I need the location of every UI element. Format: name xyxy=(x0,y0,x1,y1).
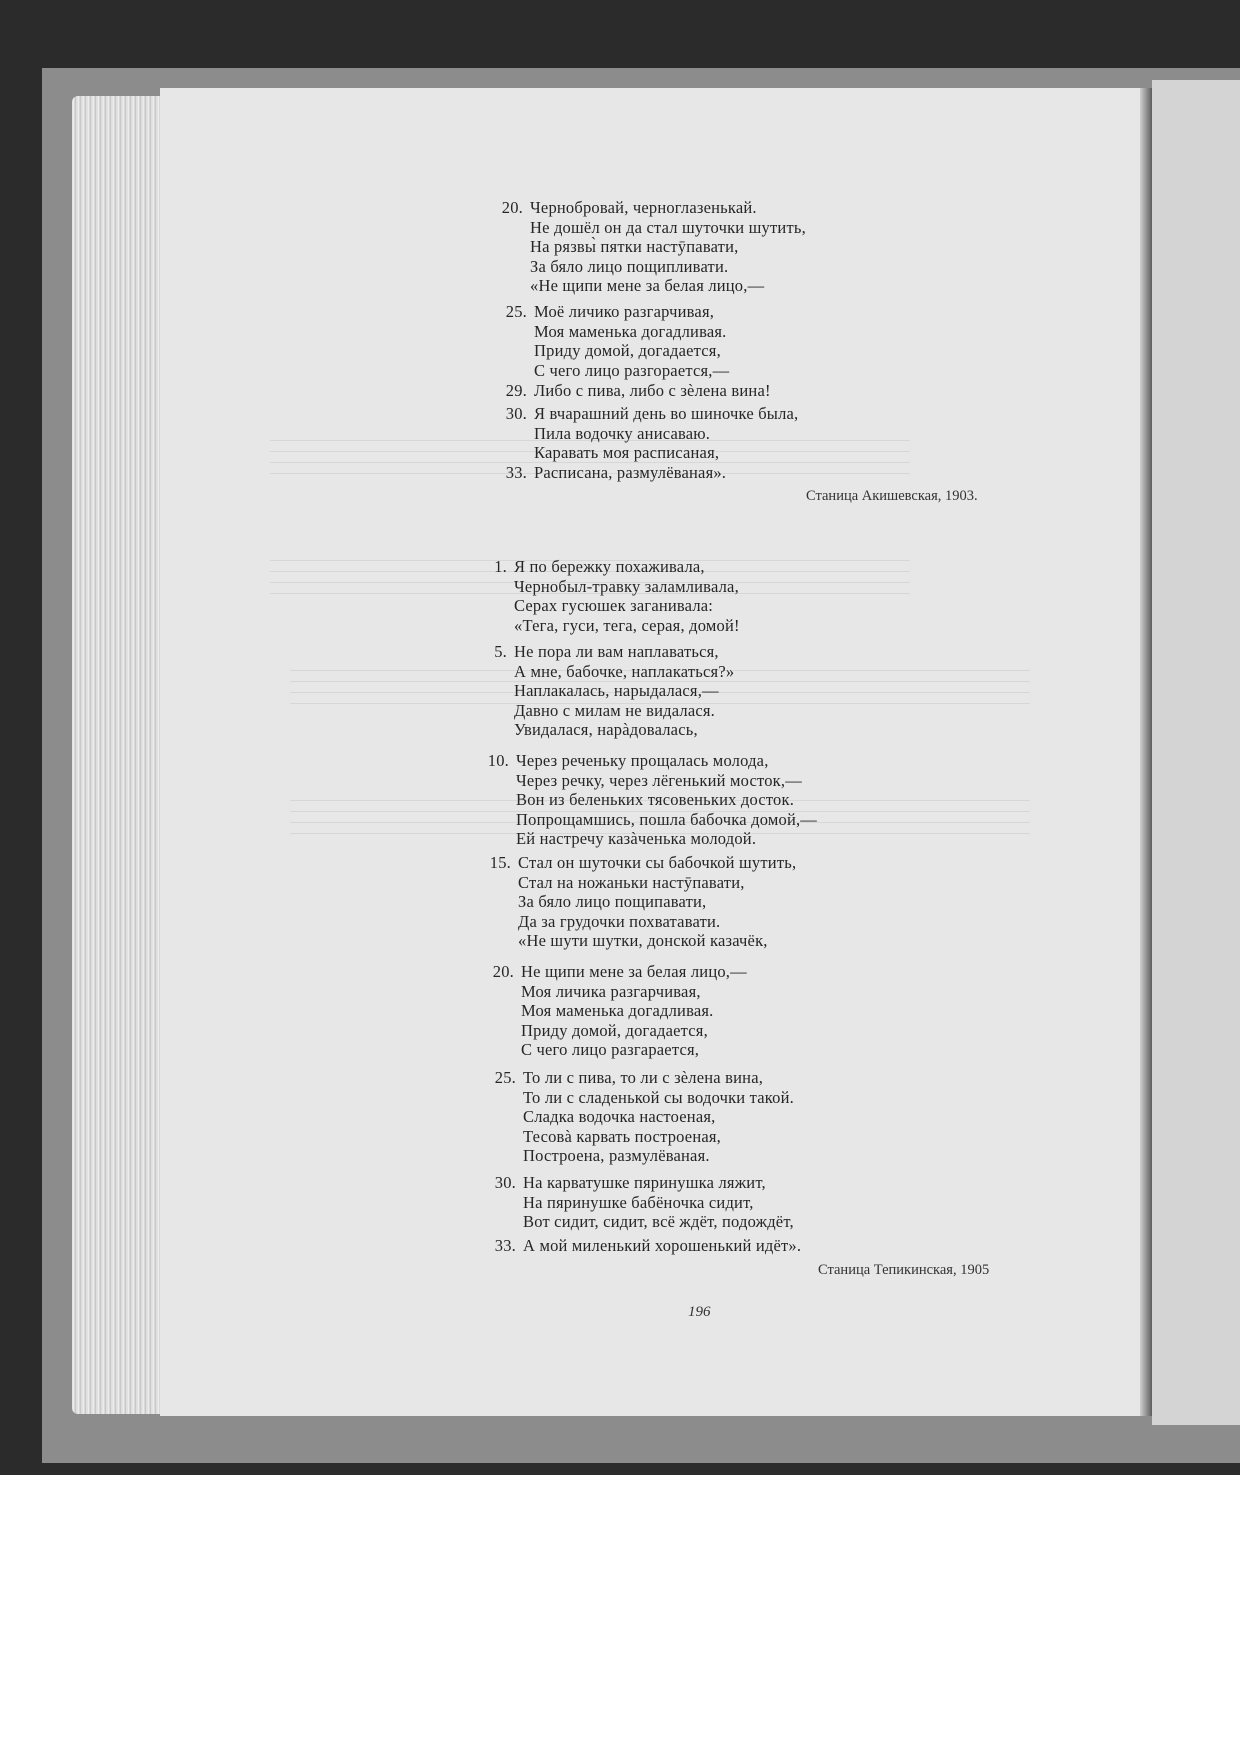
verse-line xyxy=(523,1193,801,1213)
line-number: 5. xyxy=(494,642,507,661)
stanza xyxy=(494,1068,794,1166)
verse-line xyxy=(518,931,796,951)
stanza xyxy=(494,642,735,740)
stanza xyxy=(505,302,730,380)
verse-line xyxy=(514,596,740,616)
verse-line xyxy=(523,1146,794,1166)
line-number: 20. xyxy=(492,962,514,981)
verse-line xyxy=(494,1173,801,1193)
verse-line xyxy=(534,341,729,361)
verse-text: Я вчарашний день во шиночке была, xyxy=(534,404,799,423)
stanza xyxy=(492,962,747,1060)
song-source: Станица Акишевская, 1903. xyxy=(806,488,978,504)
line-number: 30. xyxy=(505,404,527,423)
verse-line xyxy=(534,443,798,463)
verse-line xyxy=(534,322,729,342)
verse-text: Приду домой, догадается, xyxy=(521,1020,708,1040)
line-number: 33. xyxy=(494,1235,516,1255)
line-number: 29. xyxy=(505,381,527,400)
line-number: 25. xyxy=(505,302,527,321)
verse-text: Серах гусюшек заганивала: xyxy=(514,596,714,615)
song-source: Станица Тепикинская, 1905 xyxy=(818,1262,990,1278)
stanza xyxy=(505,404,799,482)
verse-text: Расписана, размулёваная». xyxy=(534,462,727,482)
verse-line xyxy=(530,257,806,277)
stanza xyxy=(505,381,771,401)
stanza xyxy=(494,1173,802,1255)
verse-line xyxy=(505,462,798,483)
verse-text: Тесовà карвать построеная, xyxy=(523,1126,721,1146)
verse-text: Не щипи мене за белая лицо,— xyxy=(521,962,747,981)
verse-line xyxy=(523,1107,794,1127)
stanza xyxy=(494,557,740,635)
verse-line xyxy=(505,302,729,322)
verse-line xyxy=(514,577,740,597)
stanza xyxy=(489,853,797,951)
verse-text: А мой миленький хорошенький идёт». xyxy=(523,1235,802,1255)
verse-text: Давно с милам не видалася. xyxy=(514,700,715,720)
verse-text: На рязвы̀ пятки настӯпавати, xyxy=(530,237,739,256)
verse-text: Моя маменька догадливая. xyxy=(534,321,727,341)
verse-text: За бяло лицо пощипавати, xyxy=(518,892,707,911)
line-number: 33. xyxy=(505,462,527,482)
verse-text: «Не щипи мене за белая лицо,— xyxy=(530,276,765,295)
verse-line xyxy=(530,237,806,257)
verse-line xyxy=(514,681,734,701)
verse-line xyxy=(530,218,806,238)
verse-line xyxy=(494,1068,794,1088)
verse-line xyxy=(534,361,729,381)
verse-text: Построена, размулёваная. xyxy=(523,1146,710,1165)
verse-text: То ли с сладенькой сы водочки такой. xyxy=(523,1087,794,1107)
verse-text: Пила водочку анисаваю. xyxy=(534,423,711,443)
verse-line xyxy=(516,810,817,830)
verse-line xyxy=(530,276,806,296)
verse-line xyxy=(534,424,798,444)
verse-line xyxy=(518,892,796,912)
stanza xyxy=(501,198,806,296)
verse-text: Чернобыл-травку заламливала, xyxy=(514,576,739,596)
verse-text: За бяло лицо пощипливати. xyxy=(530,256,729,276)
verse-line xyxy=(516,771,817,791)
verse-text: Приду домой, догадается, xyxy=(534,341,721,360)
verse-text: Я по бережку похаживала, xyxy=(514,557,705,576)
verse-line xyxy=(523,1088,794,1108)
verse-text: Попрощамшись, пошла бабочка домой,— xyxy=(516,809,817,829)
verse-line xyxy=(521,982,747,1002)
verse-text: Чернобровай, черноглазенькай. xyxy=(530,198,757,217)
verse-text: Вон из беленьких тясовеньких досток. xyxy=(516,790,795,809)
verse-line xyxy=(492,962,747,982)
verse-text: На карватушке пяринушка ляжит, xyxy=(523,1173,766,1192)
verse-text: Сладка водочка настоеная, xyxy=(523,1107,716,1126)
verse-line xyxy=(518,912,796,932)
verse-line xyxy=(514,701,734,721)
verse-text: Ей настречу казàченька молодой. xyxy=(516,829,757,848)
verse-text: С чего лицо разгарается, xyxy=(521,1040,700,1059)
verse-text: Каравать моя расписаная, xyxy=(534,443,720,462)
verse-line xyxy=(516,829,817,849)
verse-line xyxy=(494,642,734,662)
verse-text: Да за грудочки похватавати. xyxy=(518,911,721,931)
book-gutter xyxy=(1140,88,1152,1416)
verse-line xyxy=(514,720,734,740)
verse-text: С чего лицо разгорается,— xyxy=(534,360,730,380)
line-number: 20. xyxy=(501,198,523,217)
page-edges xyxy=(72,96,164,1414)
verse-text: Через речку, через лёгенький мосток,— xyxy=(516,770,802,790)
verse-text: Вот сидит, сидит, всё ждёт, подождёт, xyxy=(523,1212,794,1231)
verse-text: Через реченьку прощалась молода, xyxy=(516,751,769,770)
verse-text: Стал он шуточки сы бабочкой шутить, xyxy=(518,853,797,872)
verse-text: Не дошёл он да стал шуточки шутить, xyxy=(530,217,806,237)
verse-line xyxy=(489,853,797,873)
verse-line xyxy=(523,1127,794,1147)
verse-text: Моя маменька догадливая. xyxy=(521,1001,714,1020)
verse-line xyxy=(505,381,771,401)
page-number: 196 xyxy=(688,1304,711,1320)
verse-line xyxy=(505,404,799,424)
verse-text: Стал на ножаньки настӯпавати, xyxy=(518,872,745,892)
facing-page-edge xyxy=(1152,80,1240,1425)
stanza xyxy=(487,751,817,849)
verse-line xyxy=(501,198,806,218)
verse-text: Моя личика разгарчивая, xyxy=(521,981,701,1001)
verse-line xyxy=(521,1001,747,1021)
verse-line xyxy=(494,557,740,577)
verse-line xyxy=(487,751,817,771)
verse-line xyxy=(514,662,734,682)
verse-text: На пяринушке бабёночка сидит, xyxy=(523,1192,754,1212)
verse-text: «Не шути шутки, донской казачёк, xyxy=(518,931,768,950)
verse-line xyxy=(521,1040,747,1060)
verse-line xyxy=(523,1212,801,1232)
verse-line xyxy=(494,1235,802,1256)
line-number: 10. xyxy=(487,751,509,770)
verse-line xyxy=(516,790,817,810)
verse-text: Наплакалась, нарыдалася,— xyxy=(514,681,719,700)
line-number: 30. xyxy=(494,1173,516,1192)
verse-text: Либо с пива, либо с зѐлена вина! xyxy=(534,381,771,400)
verse-text: «Тега, гуси, тега, серая, домой! xyxy=(514,615,740,635)
line-number: 15. xyxy=(489,853,511,872)
verse-text: А мне, бабочке, наплакаться?» xyxy=(514,661,735,681)
verse-text: Моё личико разгарчивая, xyxy=(534,302,715,321)
line-number: 1. xyxy=(494,557,507,576)
verse-line xyxy=(514,616,740,636)
line-number: 25. xyxy=(494,1068,516,1087)
verse-line xyxy=(521,1021,747,1041)
verse-text: Не пора ли вам наплаваться, xyxy=(514,642,719,661)
verse-text: Увидалася, нарàдовалась, xyxy=(514,720,698,739)
verse-line xyxy=(518,873,796,893)
verse-text: То ли с пива, то ли с зѐлена вина, xyxy=(523,1068,764,1087)
